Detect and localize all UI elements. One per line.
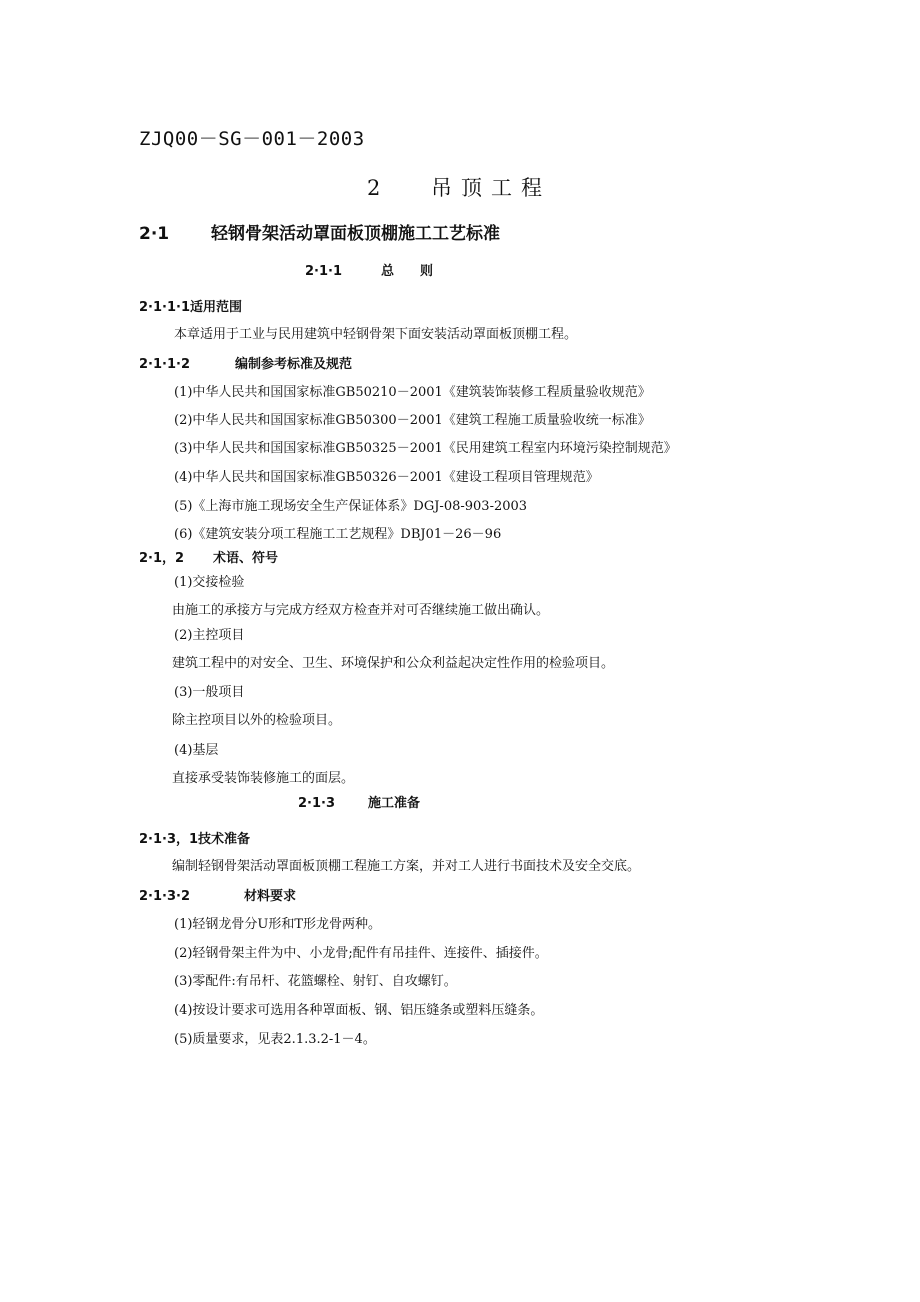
term-definition: 直接承受装饰装修施工的面层。 xyxy=(172,771,355,786)
term-definition: 由施工的承接方与完成方经双方检查并对可否继续施工做出确认。 xyxy=(172,603,550,618)
reference-item: (3)中华人民共和国国家标准GB50325－2001《民用建筑工程室内环境污染控制规范》 xyxy=(174,441,677,456)
tech-prep-heading: 2·1·3，1技术准备 xyxy=(139,832,251,847)
chapter-number: 2 xyxy=(367,176,383,200)
tech-prep-text: 编制轻钢骨架活动罩面板顶棚工程施工方案，并对工人进行书面技术及安全交底。 xyxy=(172,859,641,874)
term-name: (1)交接检验 xyxy=(174,575,245,590)
terms-title: 术语、符号 xyxy=(213,551,279,566)
material-item: (1)轻钢龙骨分U形和T形龙骨两种。 xyxy=(174,917,382,932)
materials-number: 2·1·3·2 xyxy=(139,889,190,904)
material-item: (2)轻钢骨架主件为中、小龙骨;配件有吊挂件、连接件、插接件。 xyxy=(174,946,548,961)
subsection-general-heading xyxy=(305,260,433,279)
reference-item: (2)中华人民共和国国家标准GB50300－2001《建筑工程施工质量验收统一标准》 xyxy=(174,413,651,428)
reference-item: (4)中华人民共和国国家标准GB50326－2001《建设工程项目管理规范》 xyxy=(174,470,599,485)
document-number: ZJQ00－SG－001－2003 xyxy=(139,128,365,150)
subsection-number: 2·1·1 xyxy=(305,264,343,279)
preparation-title: 施工准备 xyxy=(368,796,421,811)
subsection-title: 总 则 xyxy=(381,264,434,279)
term-name: (3)一般项目 xyxy=(174,685,245,700)
term-definition: 除主控项目以外的检验项目。 xyxy=(172,713,342,728)
material-item: (5)质量要求，见表2.1.3.2-1－4。 xyxy=(174,1032,376,1047)
material-item: (3)零配件:有吊杆、花篮螺栓、射钉、自攻螺钉。 xyxy=(174,974,457,989)
references-title: 编制参考标准及规范 xyxy=(235,357,353,372)
scope-text: 本章适用于工业与民用建筑中轻钢骨架下面安装活动罩面板顶棚工程。 xyxy=(174,327,578,342)
preparation-number: 2·1·3 xyxy=(298,796,336,811)
materials-title: 材料要求 xyxy=(244,889,297,904)
preparation-heading xyxy=(298,792,420,811)
chapter-heading xyxy=(367,172,551,202)
scope-heading: 2·1·1·1适用范围 xyxy=(139,300,242,315)
term-name: (4)基层 xyxy=(174,743,219,758)
references-heading xyxy=(139,353,352,372)
reference-item: (5)《上海市施工现场安全生产保证体系》DGJ-08-903-2003 xyxy=(174,499,528,514)
terms-heading xyxy=(139,547,278,566)
materials-heading xyxy=(139,885,296,904)
term-name: (2)主控项目 xyxy=(174,628,245,643)
reference-item: (6)《建筑安装分项工程施工工艺规程》DBJ01－26－96 xyxy=(174,527,502,542)
references-number: 2·1·1·2 xyxy=(139,357,190,372)
section-title: 轻钢骨架活动罩面板顶棚施工工艺标准 xyxy=(211,224,500,244)
terms-number: 2·1，2 xyxy=(139,551,185,566)
section-number: 2·1 xyxy=(139,224,170,244)
chapter-title: 吊顶工程 xyxy=(431,176,551,200)
material-item: (4)按设计要求可选用各种罩面板、钢、铝压缝条或塑料压缝条。 xyxy=(174,1003,544,1018)
section-heading xyxy=(139,219,500,244)
term-definition: 建筑工程中的对安全、卫生、环境保护和公众利益起决定性作用的检验项目。 xyxy=(172,656,615,671)
reference-item: (1)中华人民共和国国家标准GB50210－2001《建筑装饰装修工程质量验收规范》 xyxy=(174,385,651,400)
